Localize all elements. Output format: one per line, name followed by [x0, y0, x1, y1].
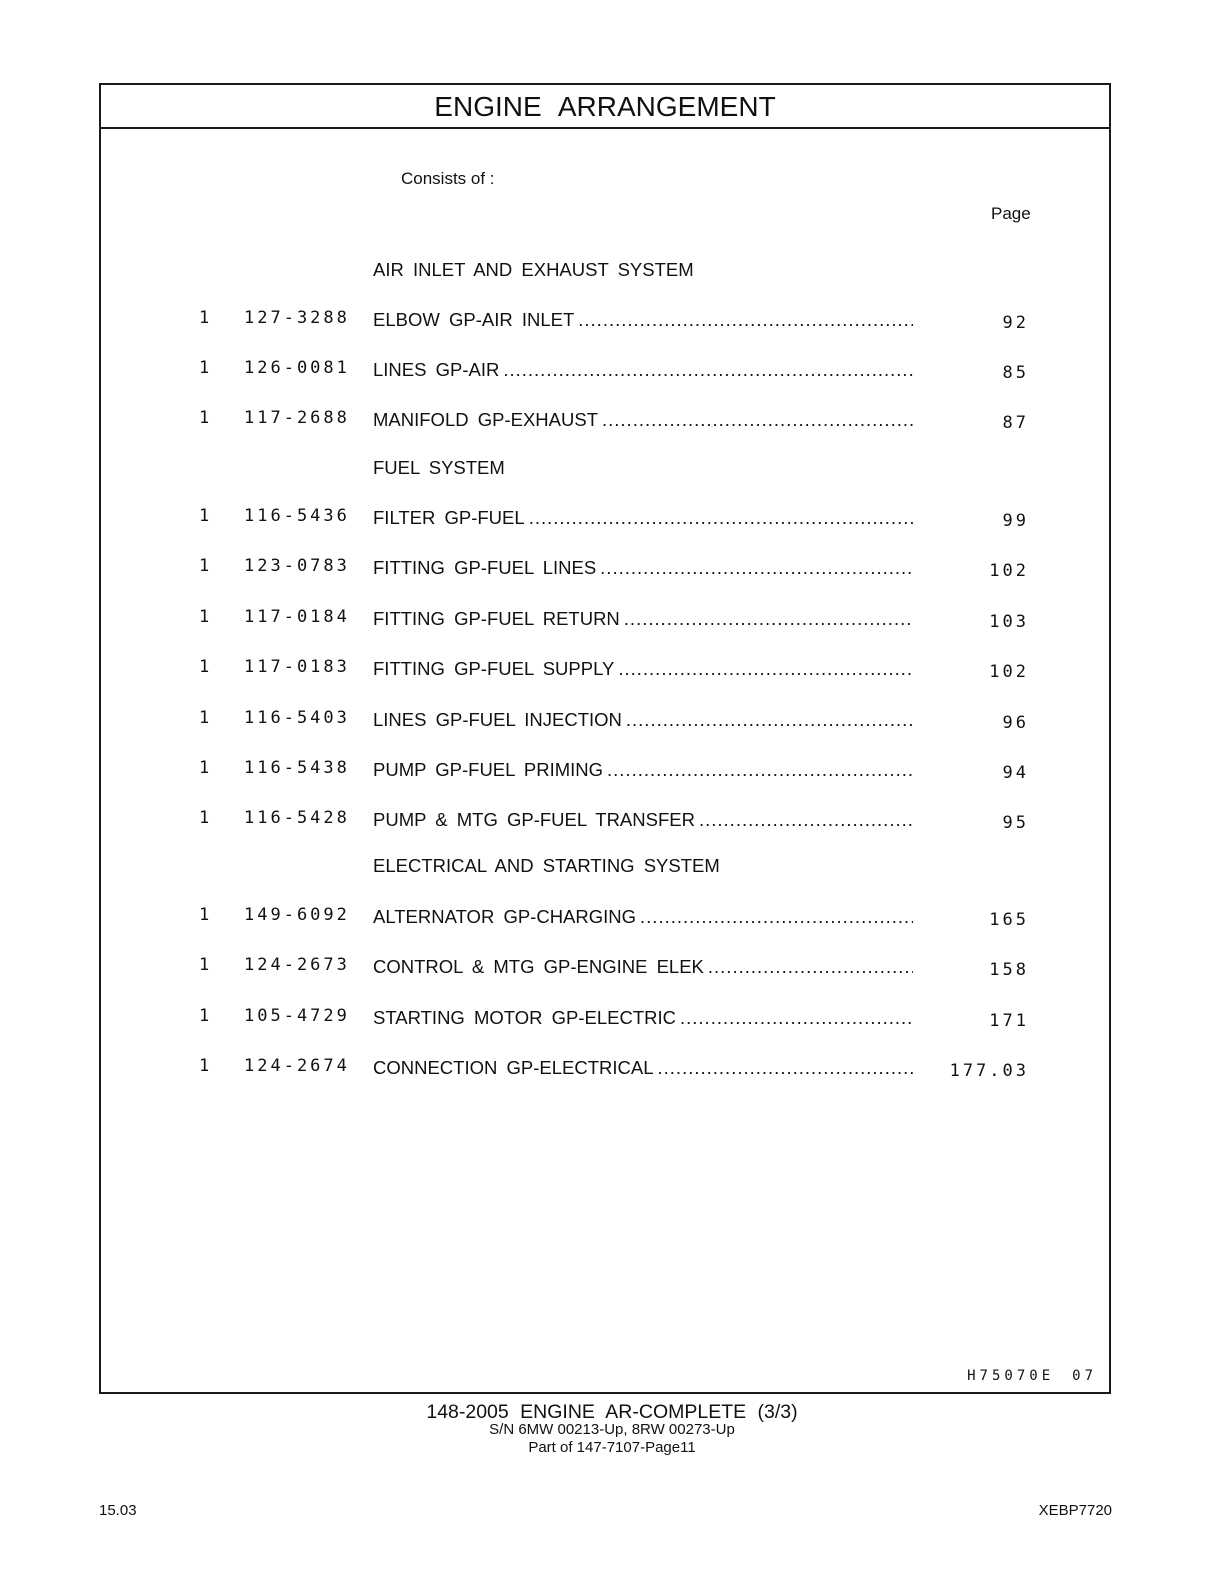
quantity: 1 [199, 657, 210, 677]
part-number: 126-0081 [244, 358, 350, 378]
table-row [101, 506, 1109, 536]
page-number: 102 [989, 561, 1029, 581]
table-row [101, 1006, 1109, 1036]
part-number: 116-5438 [244, 758, 350, 778]
description [373, 658, 913, 680]
page-number: 94 [1002, 763, 1029, 783]
page-number: 85 [1002, 363, 1029, 383]
page-number: 165 [989, 910, 1029, 930]
page-number: 177.03 [949, 1061, 1029, 1081]
part-number: 116-5403 [244, 708, 350, 728]
leader-dots [624, 608, 913, 630]
page-number: 95 [1002, 813, 1029, 833]
table-row [101, 308, 1109, 338]
leader-dots [618, 658, 913, 680]
leader-dots [607, 759, 913, 781]
page-number: 171 [989, 1011, 1029, 1031]
description [373, 608, 913, 630]
section-heading: FUEL SYSTEM [373, 457, 505, 478]
description-text: LINES GP-FUEL INJECTION [373, 709, 622, 730]
table-row [101, 657, 1109, 687]
description [373, 956, 913, 978]
page-number: 158 [989, 960, 1029, 980]
quantity: 1 [199, 358, 210, 378]
description [373, 359, 913, 381]
description [373, 409, 913, 431]
part-number: 116-5428 [244, 808, 350, 828]
revision-number: 07 [1072, 1368, 1097, 1384]
quantity: 1 [199, 506, 210, 526]
footer-serial-range: S/N 6MW 00213-Up, 8RW 00273-Up [489, 1421, 735, 1438]
description [373, 709, 913, 731]
footer-part-of: Part of 147-7107-Page11 [528, 1439, 696, 1456]
section-heading: AIR INLET AND EXHAUST SYSTEM [373, 259, 694, 280]
quantity: 1 [199, 556, 210, 576]
description-text: PUMP GP-FUEL PRIMING [373, 759, 604, 780]
description-text: FILTER GP-FUEL [373, 507, 525, 528]
description [373, 557, 913, 579]
footer-publication-id: XEBP7720 [1038, 1502, 1112, 1519]
quantity: 1 [199, 758, 210, 778]
part-number: 116-5436 [244, 506, 350, 526]
quantity: 1 [199, 905, 210, 925]
page-number: 102 [989, 662, 1029, 682]
description-text: PUMP & MTG GP-FUEL TRANSFER [373, 809, 695, 830]
quantity: 1 [199, 308, 210, 328]
consists-of-label: Consists of : [401, 169, 495, 188]
leader-dots [626, 709, 913, 731]
quantity: 1 [199, 808, 210, 828]
leader-dots [602, 409, 913, 431]
table-row [101, 905, 1109, 935]
illustration-code: H75070E [967, 1368, 1055, 1384]
leader-dots [578, 309, 913, 331]
description-text: MANIFOLD GP-EXHAUST [373, 409, 598, 430]
description [373, 1007, 913, 1029]
part-number: 127-3288 [244, 308, 350, 328]
description-text: LINES GP-AIR [373, 359, 500, 380]
leader-dots [680, 1007, 913, 1029]
description-text: FITTING GP-FUEL SUPPLY [373, 658, 615, 679]
leader-dots [529, 507, 913, 529]
description-text: FITTING GP-FUEL RETURN [373, 608, 620, 629]
table-row [101, 556, 1109, 586]
part-number: 117-0183 [244, 657, 350, 677]
description [373, 809, 913, 831]
description-text: ELBOW GP-AIR INLET [373, 309, 575, 330]
page-number: 92 [1002, 313, 1029, 333]
description-text: FITTING GP-FUEL LINES [373, 557, 597, 578]
part-number: 124-2674 [244, 1056, 350, 1076]
document-frame [99, 83, 1111, 1394]
part-number: 117-0184 [244, 607, 350, 627]
footer-title: 148-2005 ENGINE AR-COMPLETE (3/3) [426, 1401, 798, 1423]
description-text: STARTING MOTOR GP-ELECTRIC [373, 1007, 676, 1028]
quantity: 1 [199, 708, 210, 728]
description [373, 906, 913, 928]
quantity: 1 [199, 1006, 210, 1026]
part-number: 123-0783 [244, 556, 350, 576]
part-number: 149-6092 [244, 905, 350, 925]
footer-version: 15.03 [99, 1502, 137, 1519]
quantity: 1 [199, 955, 210, 975]
quantity: 1 [199, 408, 210, 428]
quantity: 1 [199, 1056, 210, 1076]
leader-dots [503, 359, 913, 381]
leader-dots [708, 956, 913, 978]
page-number: 87 [1002, 413, 1029, 433]
description-text: CONTROL & MTG GP-ENGINE ELEK [373, 956, 704, 977]
table-row [101, 808, 1109, 838]
part-number: 105-4729 [244, 1006, 350, 1026]
section-heading: ELECTRICAL AND STARTING SYSTEM [373, 855, 720, 876]
table-row [101, 708, 1109, 738]
description [373, 1057, 913, 1079]
table-row [101, 758, 1109, 788]
page-title: ENGINE ARRANGEMENT [101, 85, 1109, 129]
description-text: CONNECTION GP-ELECTRICAL [373, 1057, 654, 1078]
page-number: 99 [1002, 511, 1029, 531]
page-number: 103 [989, 612, 1029, 632]
table-row [101, 1056, 1109, 1086]
table-row [101, 408, 1109, 438]
document-code [967, 1368, 1097, 1384]
leader-dots [640, 906, 913, 928]
leader-dots [699, 809, 913, 831]
description-text: ALTERNATOR GP-CHARGING [373, 906, 637, 927]
part-number: 117-2688 [244, 408, 350, 428]
description [373, 507, 913, 529]
quantity: 1 [199, 607, 210, 627]
table-row [101, 607, 1109, 637]
page-number: 96 [1002, 713, 1029, 733]
table-row [101, 358, 1109, 388]
leader-dots [658, 1057, 913, 1079]
description [373, 309, 913, 331]
description [373, 759, 913, 781]
leader-dots [600, 557, 913, 579]
table-row [101, 955, 1109, 985]
part-number: 124-2673 [244, 955, 350, 975]
page-column-header: Page [991, 204, 1031, 223]
